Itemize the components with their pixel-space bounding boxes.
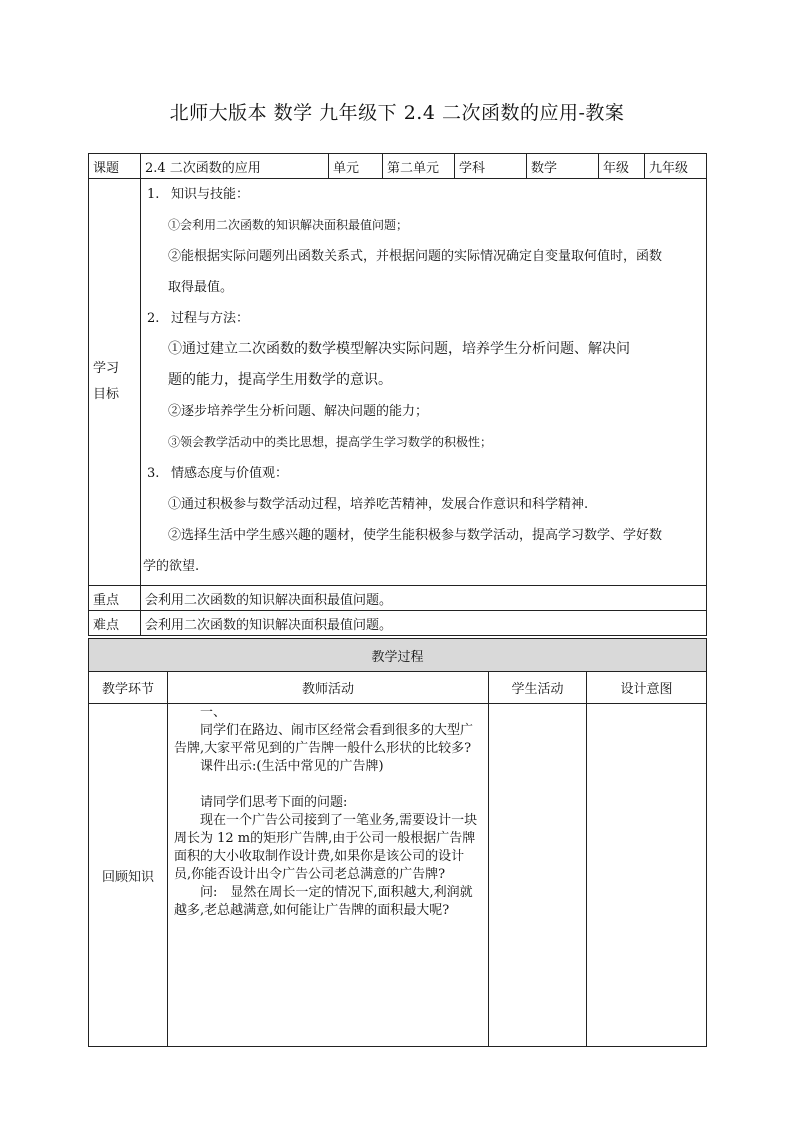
goal-item: ②逐步培养学生分析问题、解决问题的能力； xyxy=(168,404,429,419)
lesson-label: 课题 xyxy=(89,154,141,179)
goal-item: ②选择生活中学生感兴趣的题材，使学生能积极参与数学活动，提高学习数学、学好数 xyxy=(168,528,663,543)
subject-value: 数学 xyxy=(527,154,599,179)
subject-label: 学科 xyxy=(455,154,527,179)
grade-value: 九年级 xyxy=(645,154,707,179)
teacher-line: 问: 显然在周长一定的情况下,面积越大,利润就越多,老总越满意,如何能让广告牌的面积最大呢? xyxy=(174,885,473,918)
key-point-row xyxy=(89,586,707,611)
grade-label: 年级 xyxy=(599,154,645,179)
lesson-info-table xyxy=(88,153,707,636)
teacher-activity xyxy=(168,704,489,1047)
goal-item-cont: 学的欲望. xyxy=(143,559,200,574)
stage-cell: 回顾知识 xyxy=(89,704,168,1047)
unit-label: 单元 xyxy=(329,154,383,179)
goal-section-3: 3. 情感态度与价值观： xyxy=(147,466,289,481)
goals-label: 学习目标 xyxy=(89,179,141,586)
goal-item: ②能根据实际问题列出函数关系式，并根据问题的实际情况确定自变量取何值时，函数 xyxy=(168,249,663,264)
goal-item: ①通过积极参与数学活动过程，培养吃苦精神，发展合作意识和科学精神. xyxy=(168,497,589,512)
teacher-line: 课件出示:(生活中常见的广告牌) xyxy=(200,759,384,774)
student-activity xyxy=(489,704,587,1047)
teacher-line: 现在一个广告公司接到了一笔业务,需要设计一块周长为 12 m的矩形广告牌,由于公司一般根据广告牌面积的大小收取制作设计费,如果你是该公司的设计员,你能否设计出令广告公司老总满意的广告牌? xyxy=(174,813,478,882)
goal-item-cont: 取得最值。 xyxy=(168,280,234,295)
info-row xyxy=(89,154,707,179)
process-header-row xyxy=(89,672,707,704)
key-point-text: 会利用二次函数的知识解决面积最值问题。 xyxy=(141,586,707,611)
lesson-value: 2.4 二次函数的应用 xyxy=(141,154,329,179)
process-banner: 教学过程 xyxy=(89,639,707,672)
unit-value: 第二单元 xyxy=(383,154,455,179)
col-design: 设计意图 xyxy=(587,672,707,704)
goal-item: ①通过建立二次函数的数学模型解决实际问题，培养学生分析问题、解决问 xyxy=(168,341,630,357)
teacher-line: 请同学们思考下面的问题: xyxy=(200,795,348,810)
goals-content xyxy=(141,179,707,586)
goal-section-2: 2. 过程与方法： xyxy=(147,311,250,326)
col-teacher: 教师活动 xyxy=(168,672,489,704)
difficulty-row xyxy=(89,611,707,636)
difficulty-label: 难点 xyxy=(89,611,141,636)
teaching-process-table xyxy=(88,638,707,1047)
design-intent xyxy=(587,704,707,1047)
goal-item: ①会利用二次函数的知识解决面积最值问题； xyxy=(168,218,409,232)
page-title: 北师大版本 数学 九年级下 2.4 二次函数的应用-教案 xyxy=(169,102,625,124)
process-row xyxy=(89,704,707,1047)
goals-row xyxy=(89,179,707,586)
col-stage: 教学环节 xyxy=(89,672,168,704)
col-student: 学生活动 xyxy=(489,672,587,704)
key-point-label: 重点 xyxy=(89,586,141,611)
goal-section-1: 1. 知识与技能： xyxy=(147,187,250,202)
teacher-line: 一、 xyxy=(200,705,227,720)
goal-item: ③领会教学活动中的类比思想，提高学生学习数学的积极性； xyxy=(168,435,493,449)
difficulty-text: 会利用二次函数的知识解决面积最值问题。 xyxy=(141,611,707,636)
teacher-line: 同学们在路边、闹市区经常会看到很多的大型广告牌,大家平常见到的广告牌一般什么形状的比较多? xyxy=(174,723,474,756)
goal-item-cont: 题的能力，提高学生用数学的意识。 xyxy=(168,372,392,388)
